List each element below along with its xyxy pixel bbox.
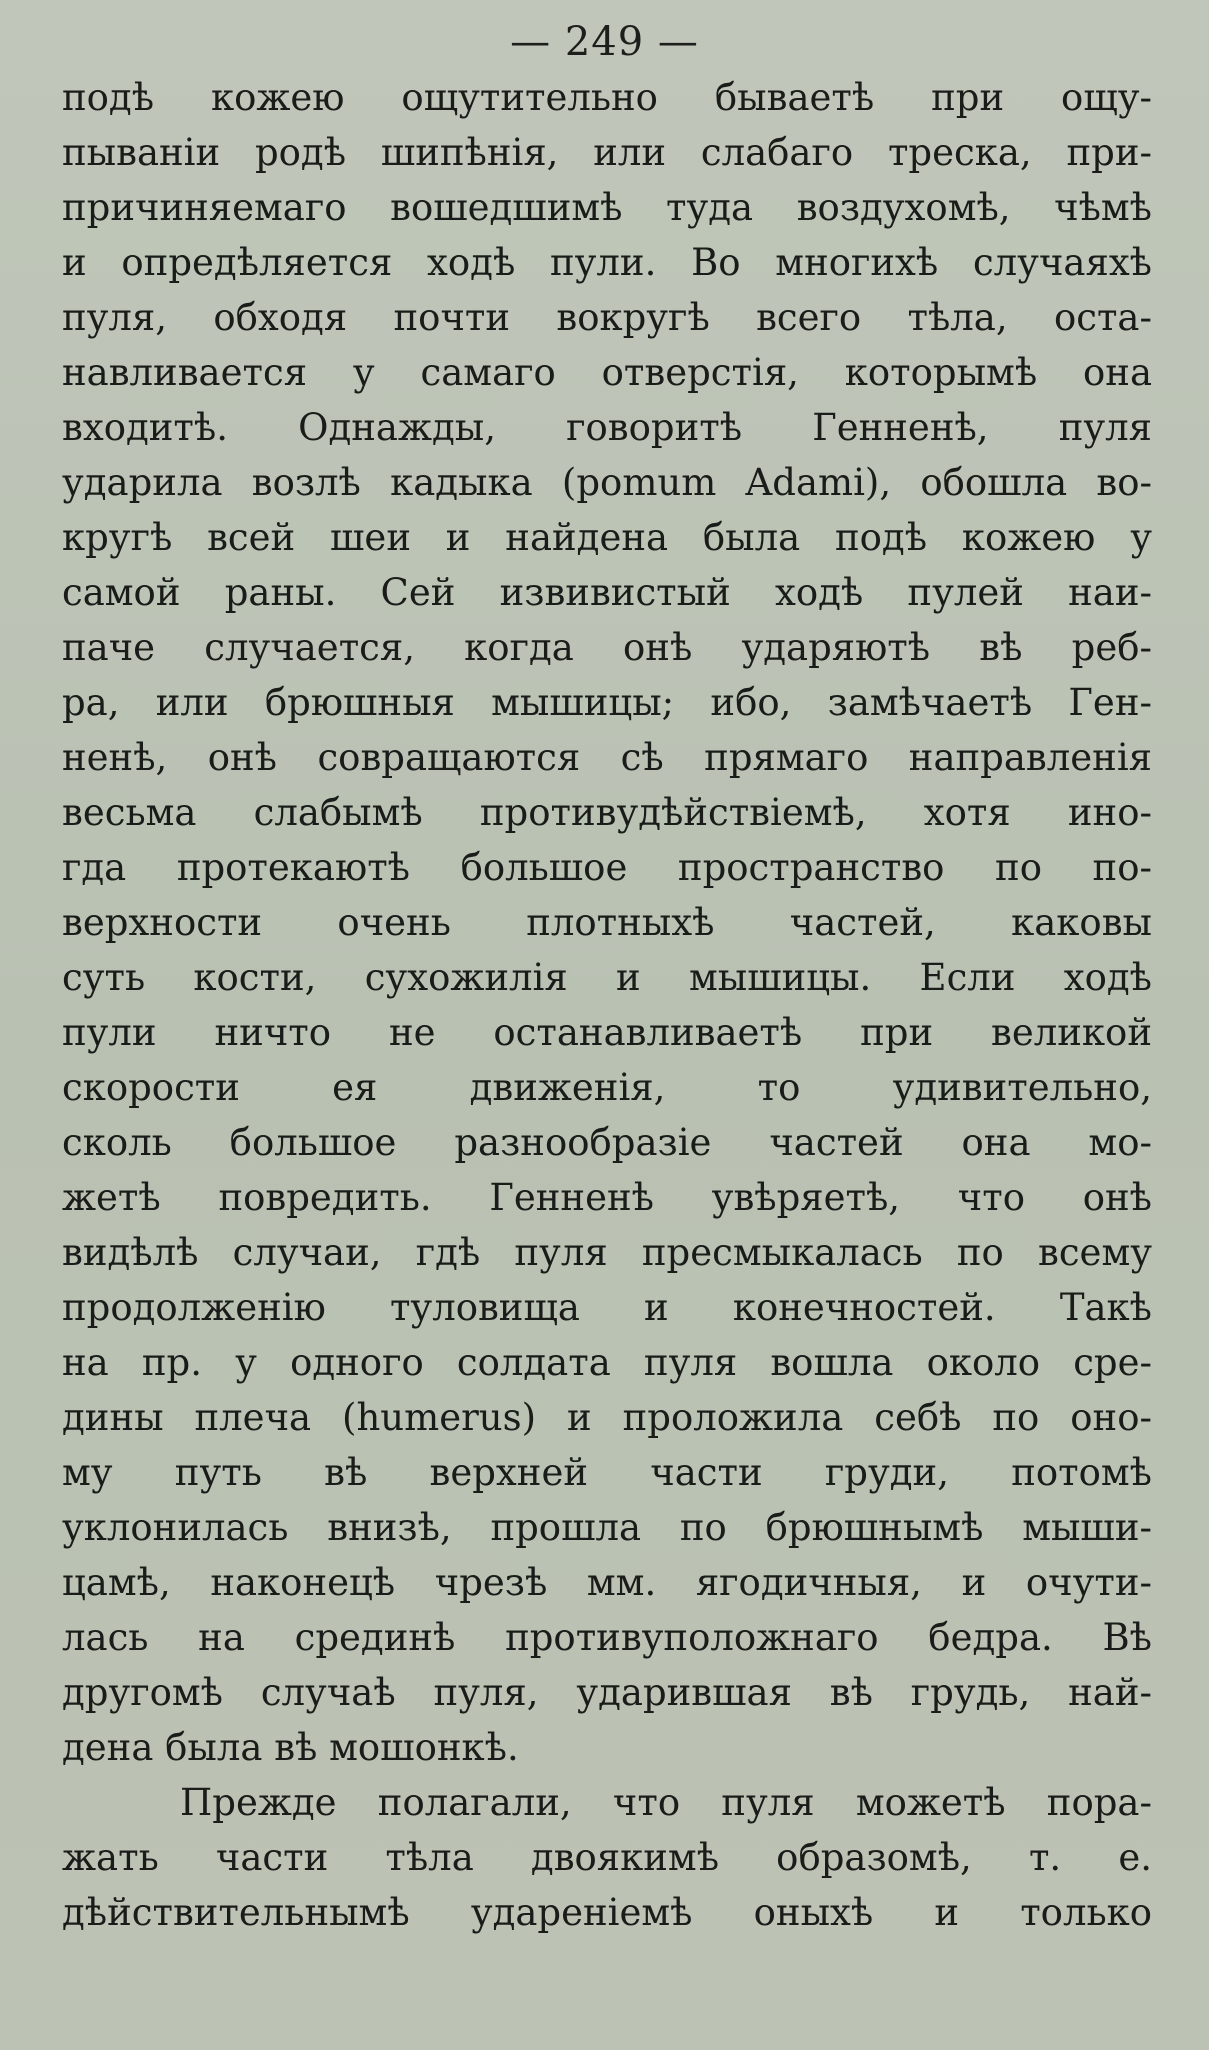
text-line: сколь большое разнообразіе частей она мо- (62, 1121, 1152, 1164)
text-line: цамѣ, наконецѣ чрезѣ мм. ягодичныя, и очути- (62, 1561, 1152, 1604)
text-line: скорости ея движенія, то удивительно, (62, 1066, 1152, 1109)
text-line: му путь вѣ верхней части груди, потомѣ (62, 1451, 1152, 1494)
text-line: и опредѣляется ходѣ пули. Во многихѣ случаяхѣ (62, 241, 1152, 284)
text-line: пуля, обходя почти вокругѣ всего тѣла, оста- (62, 296, 1152, 339)
text-line: навливается у самаго отверстія, которымѣ она (62, 351, 1152, 394)
text-line: лась на срединѣ противуположнаго бедра. Вѣ (62, 1616, 1152, 1659)
text-line: жетѣ повредить. Генненѣ увѣряетѣ, что онѣ (62, 1176, 1152, 1219)
text-line: ра, или брюшныя мышицы; ибо, замѣчаетѣ Ген- (62, 681, 1152, 724)
text-line: дѣйствительнымѣ удареніемѣ оныхѣ и только (62, 1891, 1152, 1934)
text-line: ударила возлѣ кадыка (pomum Adami), обошла во- (62, 461, 1152, 504)
text-line: подѣ кожею ощутительно бываетѣ при ощу- (62, 76, 1152, 119)
text-line: суть кости, сухожилія и мышицы. Если ходѣ (62, 956, 1152, 999)
text-line: видѣлѣ случаи, гдѣ пуля пресмыкалась по всему (62, 1231, 1152, 1274)
text-line: весьма слабымѣ противудѣйствіемѣ, хотя ино- (62, 791, 1152, 834)
text-line: самой раны. Сей извивистый ходѣ пулей наи- (62, 571, 1152, 614)
page-number: — 249 — (510, 19, 699, 65)
text-line: уклонилась внизѣ, прошла по брюшнымѣ мыши- (62, 1506, 1152, 1549)
text-line: причиняемаго вошедшимѣ туда воздухомѣ, чѣмѣ (62, 186, 1152, 229)
text-line: дины плеча (humerus) и проложила себѣ по оно- (62, 1396, 1152, 1439)
text-line: входитѣ. Однажды, говоритѣ Генненѣ, пуля (62, 406, 1152, 449)
text-line: на пр. у одного солдата пуля вошла около сре- (62, 1341, 1152, 1384)
text-line: кругѣ всей шеи и найдена была подѣ кожею у (62, 516, 1152, 559)
text-line: верхности очень плотныхѣ частей, каковы (62, 901, 1152, 944)
text-line: жать части тѣла двоякимѣ образомѣ, т. е. (62, 1836, 1152, 1879)
text-line: продолженію туловища и конечностей. Такѣ (62, 1286, 1152, 1329)
text-line: гда протекаютѣ большое пространство по по- (62, 846, 1152, 889)
body-text (62, 70, 1152, 1940)
paragraph-start-line: Прежде полагали, что пуля можетѣ пора- (180, 1781, 1152, 1824)
text-line: пули ничто не останавливаетѣ при великой (62, 1011, 1152, 1054)
text-line: ненѣ, онѣ совращаются сѣ прямаго направленія (62, 736, 1152, 779)
text-line: паче случается, когда онѣ ударяютѣ вѣ реб- (62, 626, 1152, 669)
text-line: пываніи родѣ шипѣнія, или слабаго треска, при- (62, 131, 1152, 174)
text-line: другомѣ случаѣ пуля, ударившая вѣ грудь, най- (62, 1671, 1152, 1714)
paragraph-end-line: дена была вѣ мошонкѣ. (62, 1726, 519, 1769)
